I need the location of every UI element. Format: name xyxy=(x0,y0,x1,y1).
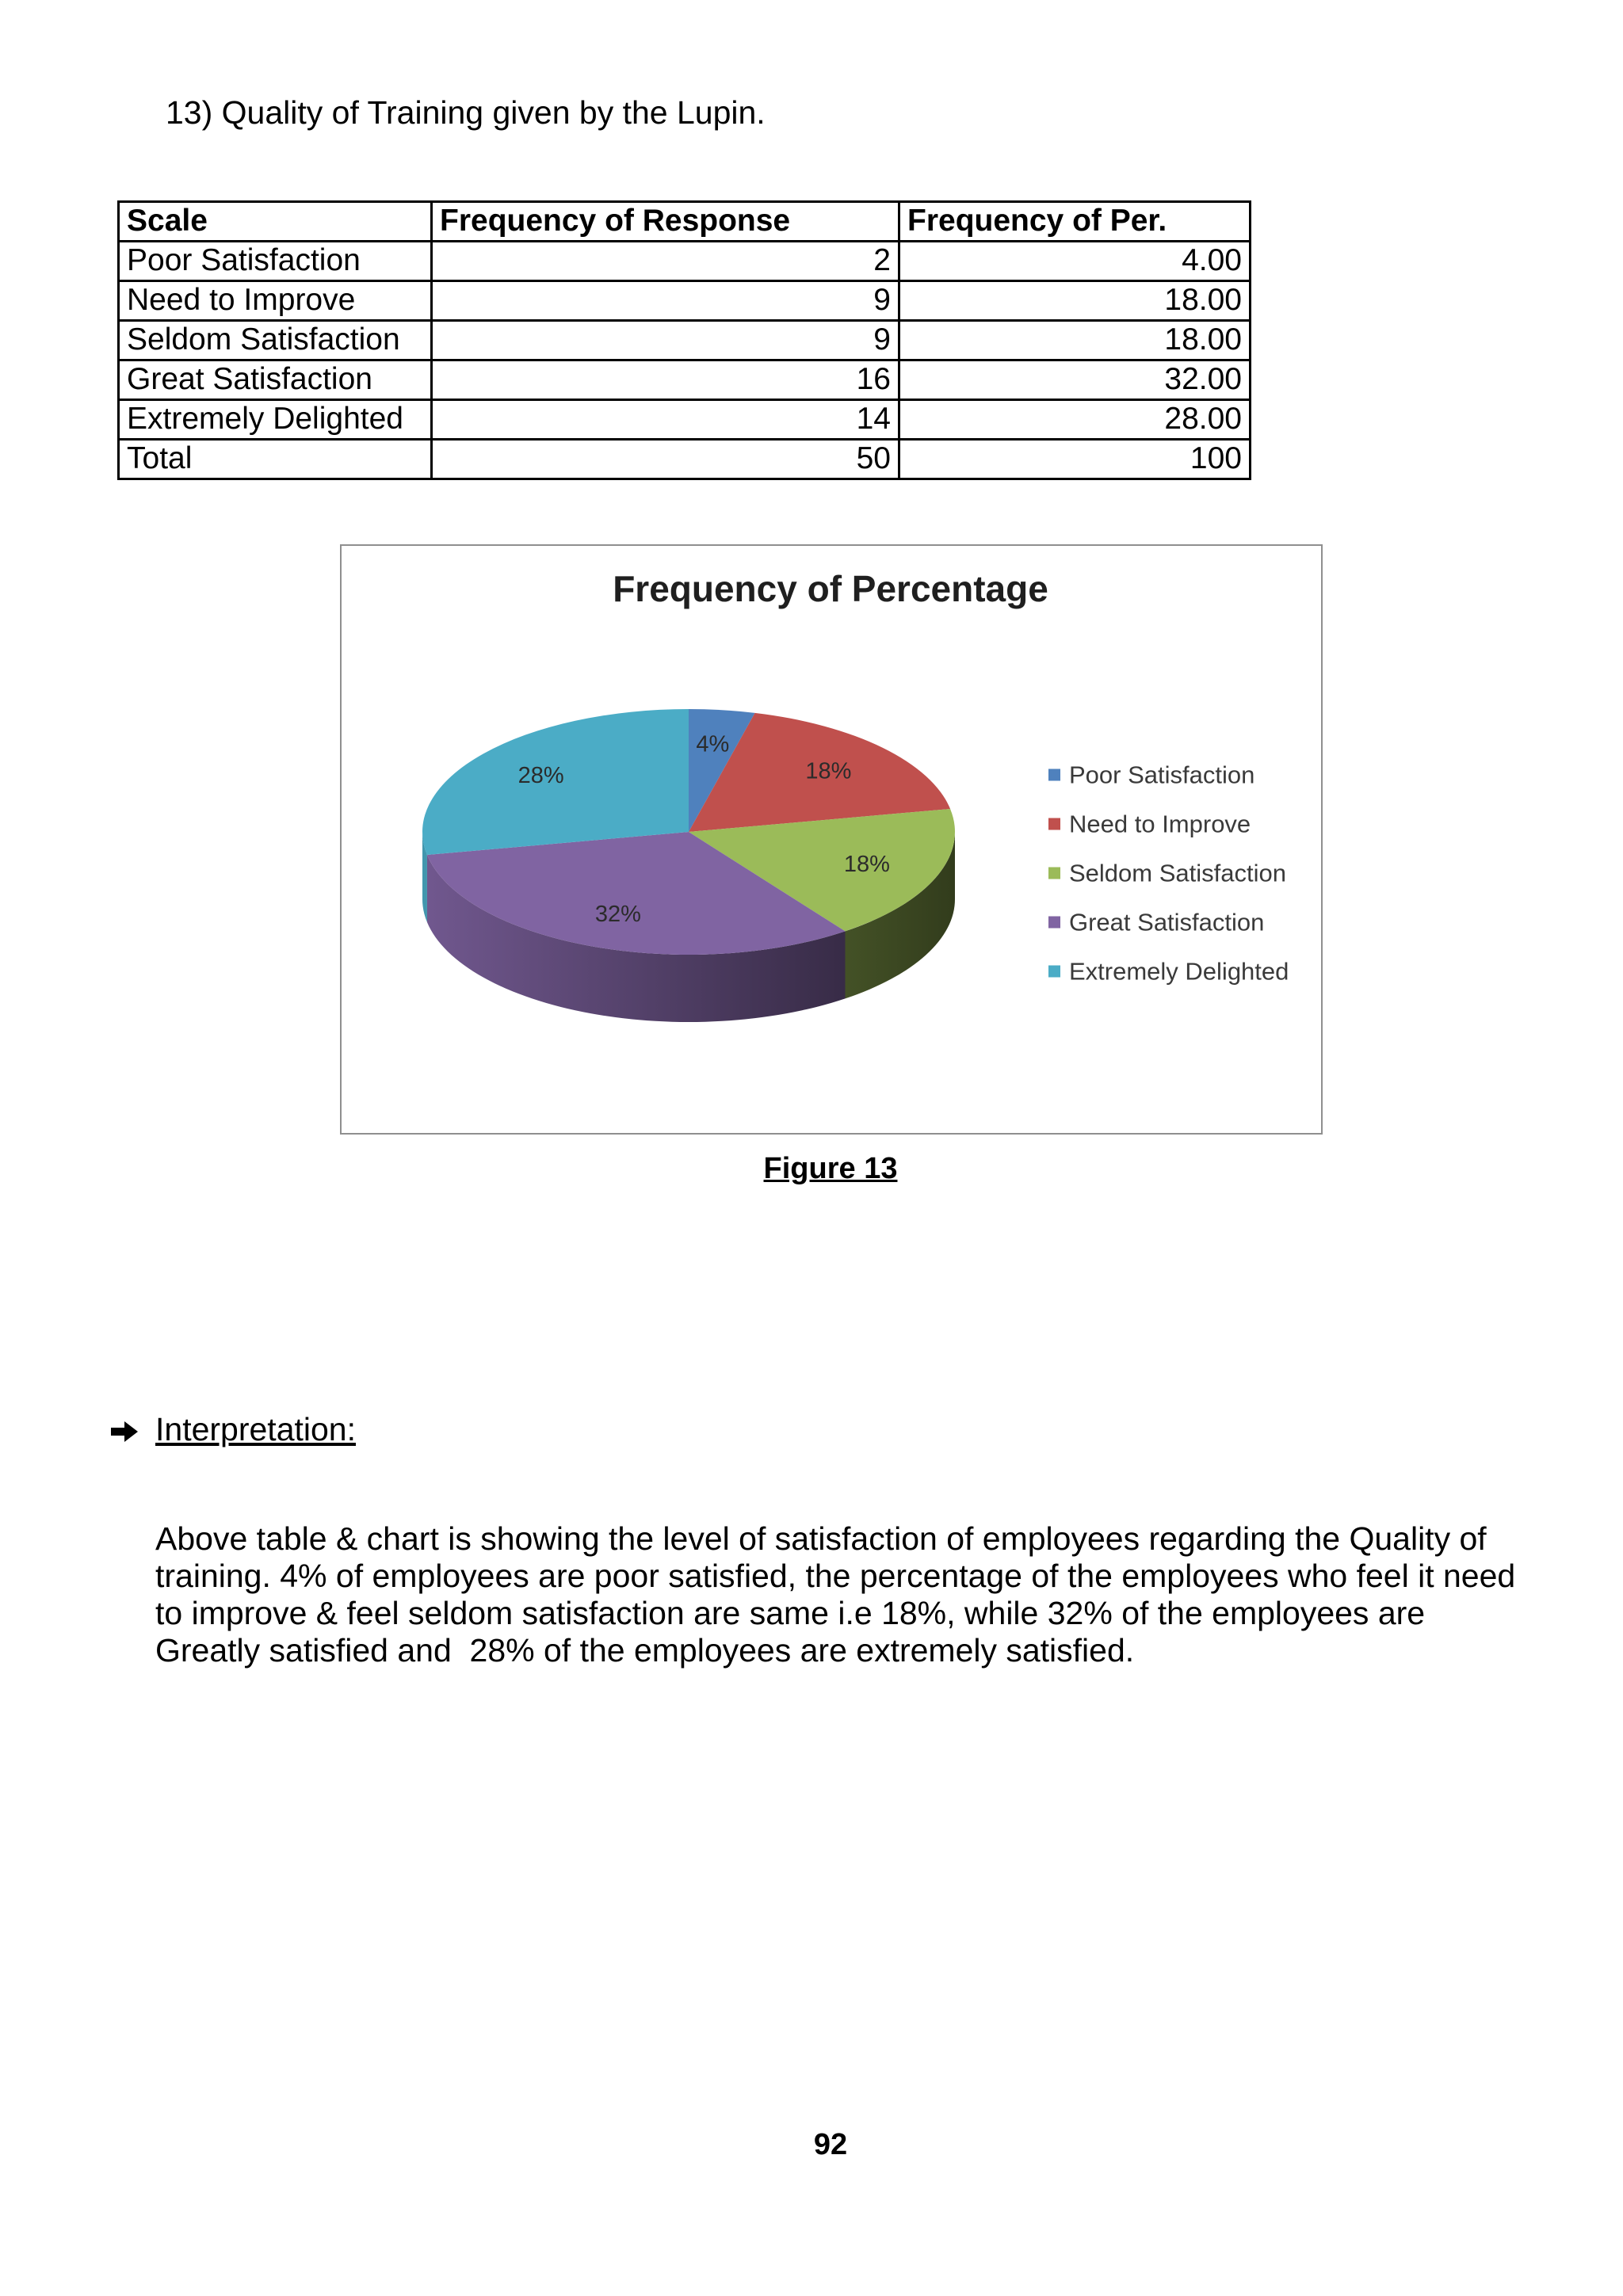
data-label-extremely-delighted: 28% xyxy=(517,762,564,788)
response-count-cell: 16 xyxy=(432,360,899,400)
table-row xyxy=(119,242,1251,281)
total-percentage-cell: 100 xyxy=(899,440,1251,479)
legend-label-need-to-improve: Need to Improve xyxy=(1069,810,1251,838)
column-header-frequency-of-percentage: Frequency of Per. xyxy=(899,202,1251,242)
arrow-right-icon xyxy=(111,1421,138,1443)
legend-swatch-extremely-delighted xyxy=(1048,966,1060,978)
interpretation-line: Greatly satisfied and 28% of the employees are extremely satisfied. xyxy=(155,1632,1135,1669)
chart-legend xyxy=(1048,761,1289,986)
interpretation-line: to improve & feel seldom satisfaction are same i.e 18%, while 32% of the employees are xyxy=(155,1595,1426,1631)
legend-item-seldom-satisfaction xyxy=(1048,860,1286,887)
total-response-cell: 50 xyxy=(432,440,899,479)
legend-item-need-to-improve xyxy=(1048,810,1251,838)
table-row xyxy=(119,400,1251,440)
legend-label-poor-satisfaction: Poor Satisfaction xyxy=(1069,761,1255,789)
interpretation-line: training. 4% of employees are poor satisfied, the percentage of the employees who feel it need xyxy=(155,1558,1516,1594)
percentage-cell: 18.00 xyxy=(899,321,1251,360)
pie-slices xyxy=(422,709,955,955)
frequency-table xyxy=(117,200,1251,480)
legend-item-poor-satisfaction xyxy=(1048,761,1254,789)
legend-swatch-great-satisfaction xyxy=(1048,917,1060,929)
interpretation-heading: Interpretation: xyxy=(155,1411,356,1447)
percentage-cell: 32.00 xyxy=(899,360,1251,400)
interpretation-line: Above table & chart is showing the level of satisfaction of employees regarding the Quality of xyxy=(155,1520,1487,1557)
chart-title: Frequency of Percentage xyxy=(613,568,1048,609)
response-count-cell: 2 xyxy=(432,242,899,281)
data-label-seldom-satisfaction: 18% xyxy=(843,852,890,878)
scale-cell: Seldom Satisfaction xyxy=(119,321,432,360)
column-header-frequency-of-response: Frequency of Response xyxy=(432,202,899,242)
table-row xyxy=(119,281,1251,321)
response-count-cell: 14 xyxy=(432,400,899,440)
interpretation-body xyxy=(155,1520,1515,1669)
percentage-cell: 28.00 xyxy=(899,400,1251,440)
table-row xyxy=(119,321,1251,360)
response-count-cell: 9 xyxy=(432,321,899,360)
table-total-row xyxy=(119,440,1251,479)
legend-item-great-satisfaction xyxy=(1048,909,1264,936)
response-count-cell: 9 xyxy=(432,281,899,321)
scale-cell: Great Satisfaction xyxy=(119,360,432,400)
legend-item-extremely-delighted xyxy=(1048,958,1289,986)
total-label-cell: Total xyxy=(119,440,432,479)
data-label-poor-satisfaction: 4% xyxy=(696,731,730,757)
table-row xyxy=(119,360,1251,400)
data-label-great-satisfaction: 32% xyxy=(594,901,641,927)
data-label-need-to-improve: 18% xyxy=(805,758,852,784)
scale-cell: Need to Improve xyxy=(119,281,432,321)
legend-label-great-satisfaction: Great Satisfaction xyxy=(1069,908,1265,936)
section-heading: 13) Quality of Training given by the Lupin. xyxy=(166,94,766,131)
legend-label-extremely-delighted: Extremely Delighted xyxy=(1069,957,1289,986)
legend-swatch-need-to-improve xyxy=(1048,818,1060,830)
page-number: 92 xyxy=(813,2128,848,2161)
column-header-scale: Scale xyxy=(119,202,432,242)
percentage-cell: 18.00 xyxy=(899,281,1251,321)
legend-swatch-poor-satisfaction xyxy=(1048,769,1060,781)
table-header-row xyxy=(119,202,1251,242)
scale-cell: Poor Satisfaction xyxy=(119,242,432,281)
pie-chart-canvas xyxy=(342,546,1321,1133)
legend-swatch-seldom-satisfaction xyxy=(1048,868,1060,879)
percentage-cell: 4.00 xyxy=(899,242,1251,281)
pie-chart xyxy=(340,544,1323,1135)
figure-caption: Figure 13 xyxy=(763,1152,898,1185)
legend-label-seldom-satisfaction: Seldom Satisfaction xyxy=(1069,859,1286,887)
scale-cell: Extremely Delighted xyxy=(119,400,432,440)
